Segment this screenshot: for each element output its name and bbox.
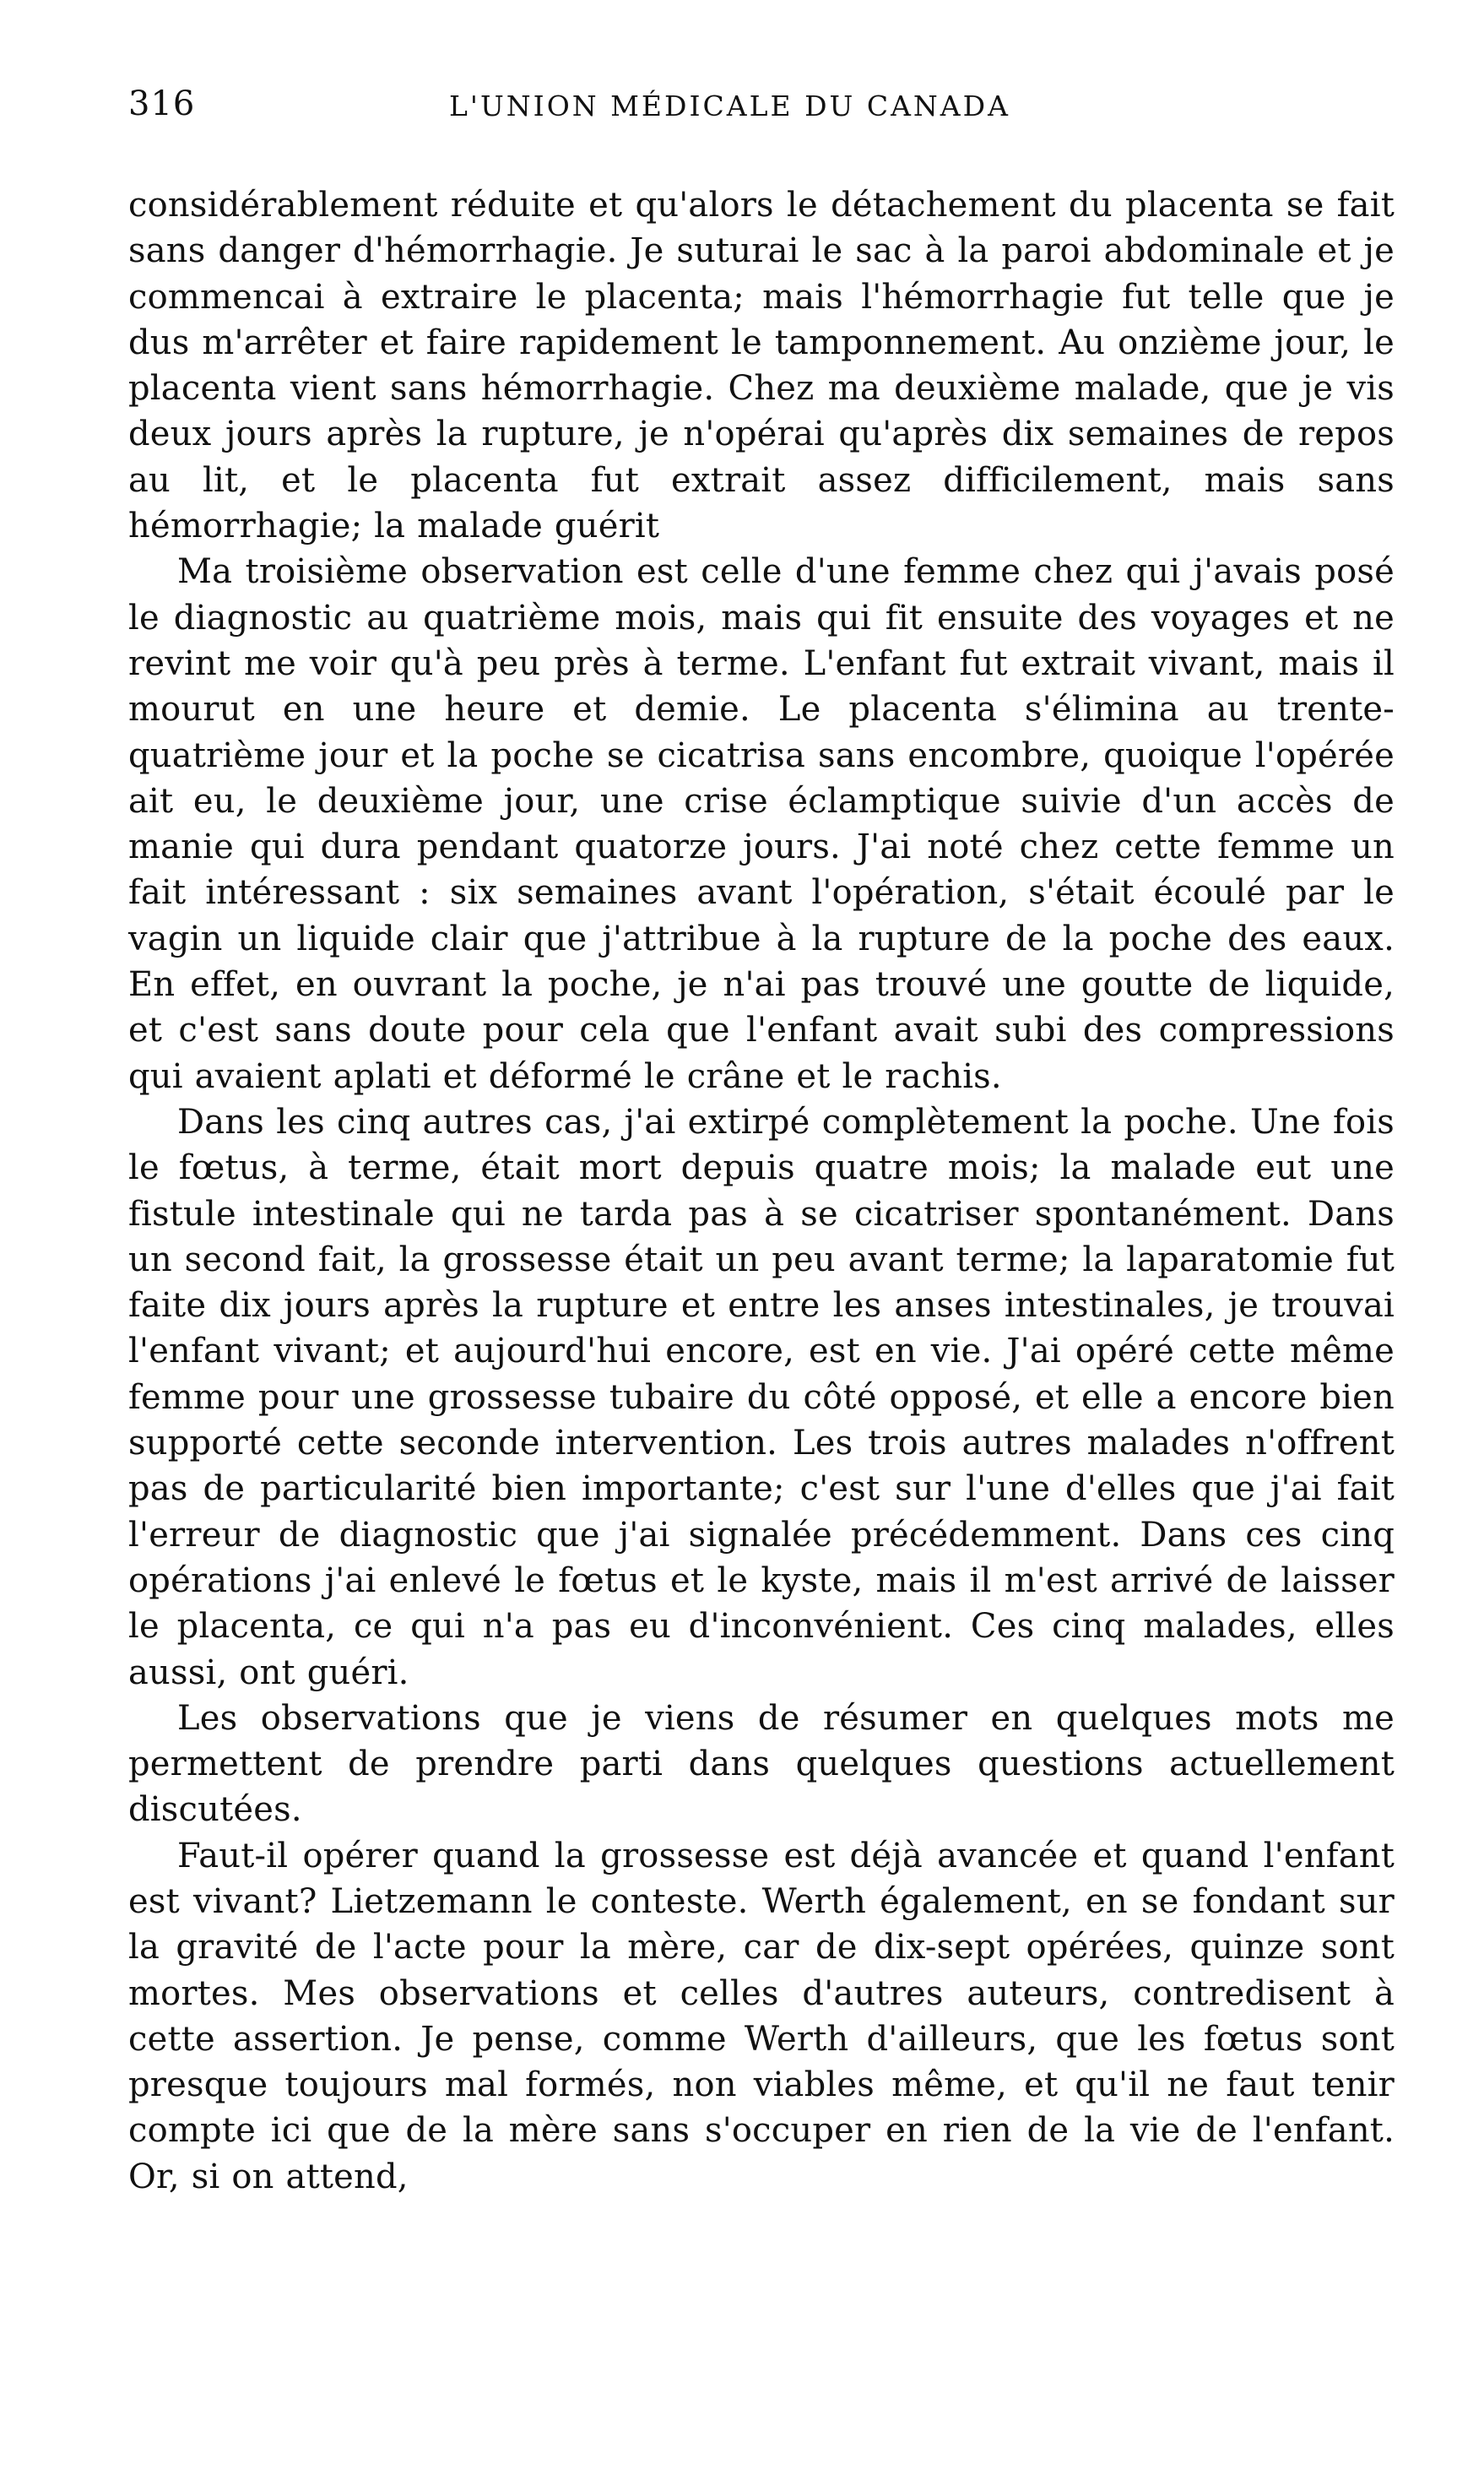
paragraph-operate-question: Faut-il opérer quand la grossesse est déjà avancée et quand l'enfant est vivant? Lietzemann le conteste. Werth également, en se fondant sur la gravité de l'acte pour la mère, car de dix-sept opérées, quinze sont mortes. Mes observations et celles d'autres auteurs, contredisent à cette assertion. Je pense, comme Werth d'ailleurs, que les fœtus sont presque toujours mal formés, non viables même, et qu'il ne faut tenir compte ici que de la mère sans s'occuper en rien de la vie de l'enfant. Or, si on attend, bbox=[128, 1836, 1395, 2196]
page-number: 316 bbox=[128, 84, 196, 123]
paragraph-observations-summary: Les observations que je viens de résumer en quelques mots me permettent de prendre parti dans quelques questions actuellement discutées. bbox=[128, 1698, 1395, 1830]
running-head bbox=[128, 84, 1395, 135]
paragraph-five-other-cases: Dans les cinq autres cas, j'ai extirpé complètement la poche. Une fois le fœtus, à terme, était mort depuis quatre mois; la malade eut une fistule intestinale qui ne tarda pas à se cicatriser spontanément. Dans un second fait, la grossesse était un peu avant terme; la laparatomie fut faite dix jours après la rupture et entre les anses intestinales, je trouvai l'enfant vivant; et aujourd'hui encore, est en vie. J'ai opéré cette même femme pour une grossesse tubaire du côté opposé, et elle a encore bien supporté cette seconde intervention. Les trois autres malades n'offrent pas de particularité bien importante; c'est sur l'une d'elles que j'ai fait l'erreur de diagnostic que j'ai signalée précédemment. Dans ces cinq opérations j'ai enlevé le fœtus et le kyste, mais il m'est arrivé de laisser le placenta, ce qui n'a pas eu d'inconvénient. Ces cinq malades, elles aussi, ont guéri. bbox=[128, 1102, 1395, 1692]
paragraph-continued: considérablement réduite et qu'alors le détachement du placenta se fait sans danger d'hémorrhagie. Je suturai le sac à la paroi abdominale et je commencai à extraire le placenta; mais l'hémorrhagie fut telle que je dus m'arrêter et faire rapidement le tamponnement. Au onzième jour, le placenta vient sans hémorrhagie. Chez ma deuxième malade, que je vis deux jours après la rupture, je n'opérai qu'après dix semaines de repos au lit, et le placenta fut extrait assez difficilement, mais sans hémorrhagie; la malade guérit bbox=[128, 186, 1395, 546]
journal-title: L'UNION MÉDICALE DU CANADA bbox=[449, 90, 1010, 122]
book-page bbox=[128, 84, 1395, 2200]
body-text bbox=[128, 182, 1395, 2200]
paragraph-third-observation: Ma troisième observation est celle d'une femme chez qui j'avais posé le diagnostic au quatrième mois, mais qui fit ensuite des voyages et ne revint me voir qu'à peu près à terme. L'enfant fut extrait vivant, mais il mourut en une heure et demie. Le placenta s'élimina au trente-quatrième jour et la poche se cicatrisa sans encombre, quoique l'opérée ait eu, le deuxième jour, une crise éclamptique suivie d'un accès de manie qui dura pendant quatorze jours. J'ai noté chez cette femme un fait intéressant : six semaines avant l'opération, s'était écoulé par le vagin un liquide clair que j'attribue à la rupture de la poche des eaux. En effet, en ouvrant la poche, je n'ai pas trouvé une goutte de liquide, et c'est sans doute pour cela que l'enfant avait subi des compressions qui avaient aplati et déformé le crâne et le rachis. bbox=[128, 552, 1395, 1096]
